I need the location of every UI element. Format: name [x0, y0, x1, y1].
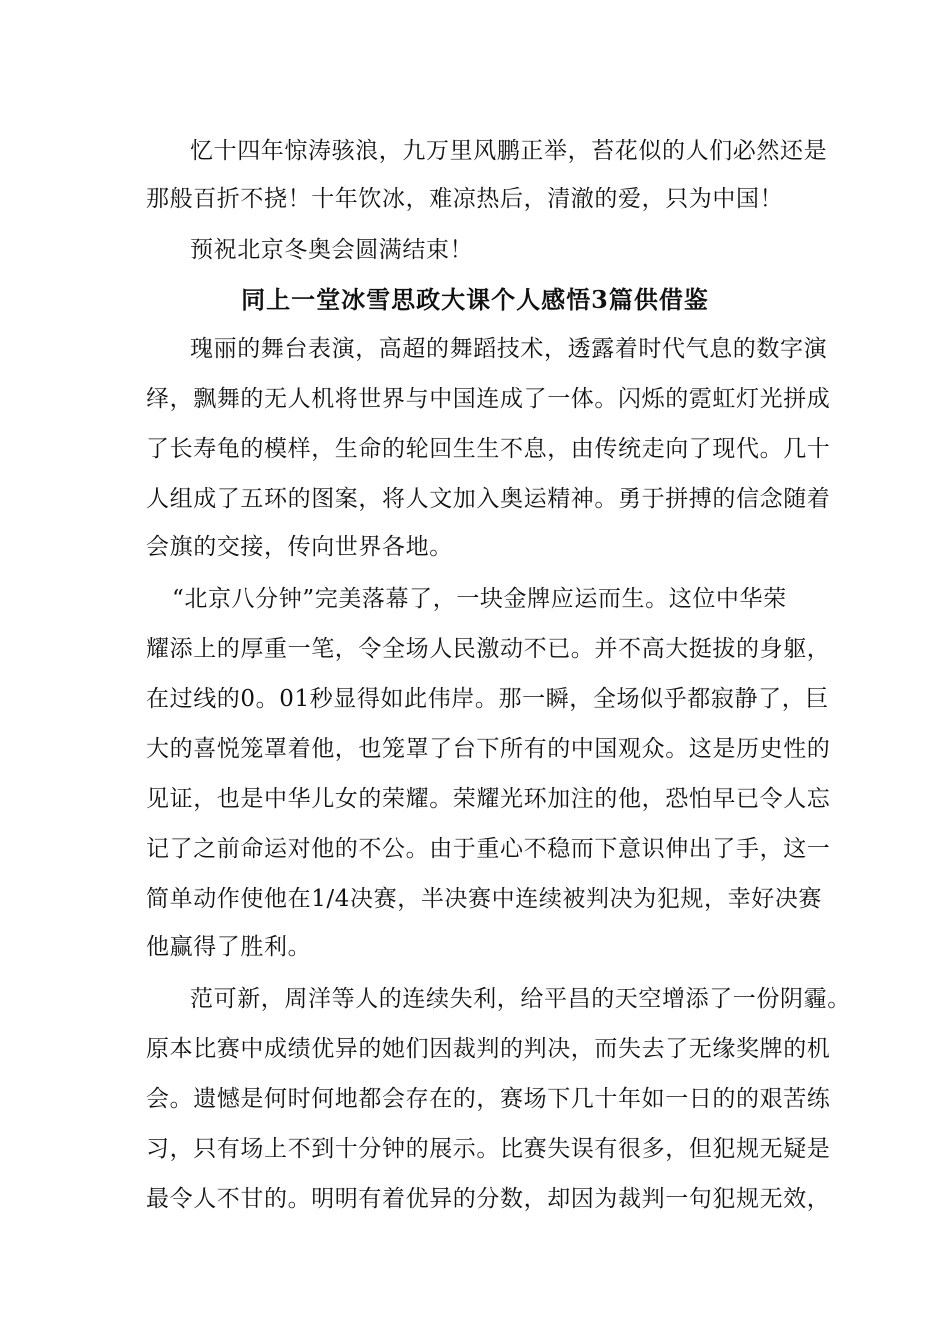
para2-line-2: 耀添上的厚重一笔，令全场人民激动不已。并不高大挺拔的身躯，: [146, 636, 831, 662]
intro-line-1: 忆十四年惊涛骇浪，九万里风鹏正举，苔花似的人们必然还是: [190, 138, 828, 164]
para2-line-8: 他赢得了胜利。: [146, 934, 312, 960]
para3-line-1: 范可新，周洋等人的连续失利，给平昌的天空增添了一份阴霾。: [190, 986, 851, 1012]
para2-line-5: 见证，也是中华儿女的荣耀。荣耀光环加注的他，恐怕早已令人忘: [146, 786, 831, 812]
para2-line-1: “北京八分钟”完美落幕了，一块金牌应运而生。这位中华荣: [172, 586, 787, 612]
para3-line-2: 原本比赛中成绩优异的她们因裁判的判决，而失去了无缘奖牌的机: [146, 1036, 831, 1062]
para3-line-3: 会。遗憾是何时何地都会存在的，赛场下几十年如一日的的艰苦练: [146, 1086, 831, 1112]
intro-line-3: 预祝北京冬奥会圆满结束！: [190, 237, 474, 263]
para3-line-5: 最令人不甘的。明明有着优异的分数，却因为裁判一句犯规无效，: [146, 1186, 831, 1212]
para1-line-4: 人组成了五环的图案，将人文加入奥运精神。勇于拼搏的信念随着: [146, 486, 831, 512]
para2-line-4: 大的喜悦笼罩着他，也笼罩了台下所有的中国观众。这是历史性的: [146, 736, 831, 762]
document-title: 同上一堂冰雪思政大课个人感悟3篇供借鉴: [241, 285, 709, 314]
para1-line-1: 瑰丽的舞台表演，高超的舞蹈技术，透露着时代气息的数字演: [190, 336, 828, 362]
para2-line-7: 简单动作使他在1/4决赛，半决赛中连续被判决为犯规，幸好决赛: [146, 886, 823, 912]
para1-line-3: 了长寿龟的模样，生命的轮回生生不息，由传统走向了现代。几十: [146, 436, 831, 462]
para3-line-4: 习，只有场上不到十分钟的展示。比赛失误有很多，但犯规无疑是: [146, 1136, 831, 1162]
para2-line-3: 在过线的0。01秒显得如此伟岸。那一瞬，全场似乎都寂静了，巨: [146, 686, 829, 712]
para1-line-2: 绎，飘舞的无人机将世界与中国连成了一体。闪烁的霓虹灯光拼成: [146, 386, 831, 412]
para2-line-6: 记了之前命运对他的不公。由于重心不稳而下意识伸出了手，这一: [146, 836, 831, 862]
intro-line-2: 那般百折不挠！十年饮冰，难凉热后，清澈的爱，只为中国！: [146, 186, 784, 212]
para1-line-5: 会旗的交接，传向世界各地。: [146, 534, 453, 560]
